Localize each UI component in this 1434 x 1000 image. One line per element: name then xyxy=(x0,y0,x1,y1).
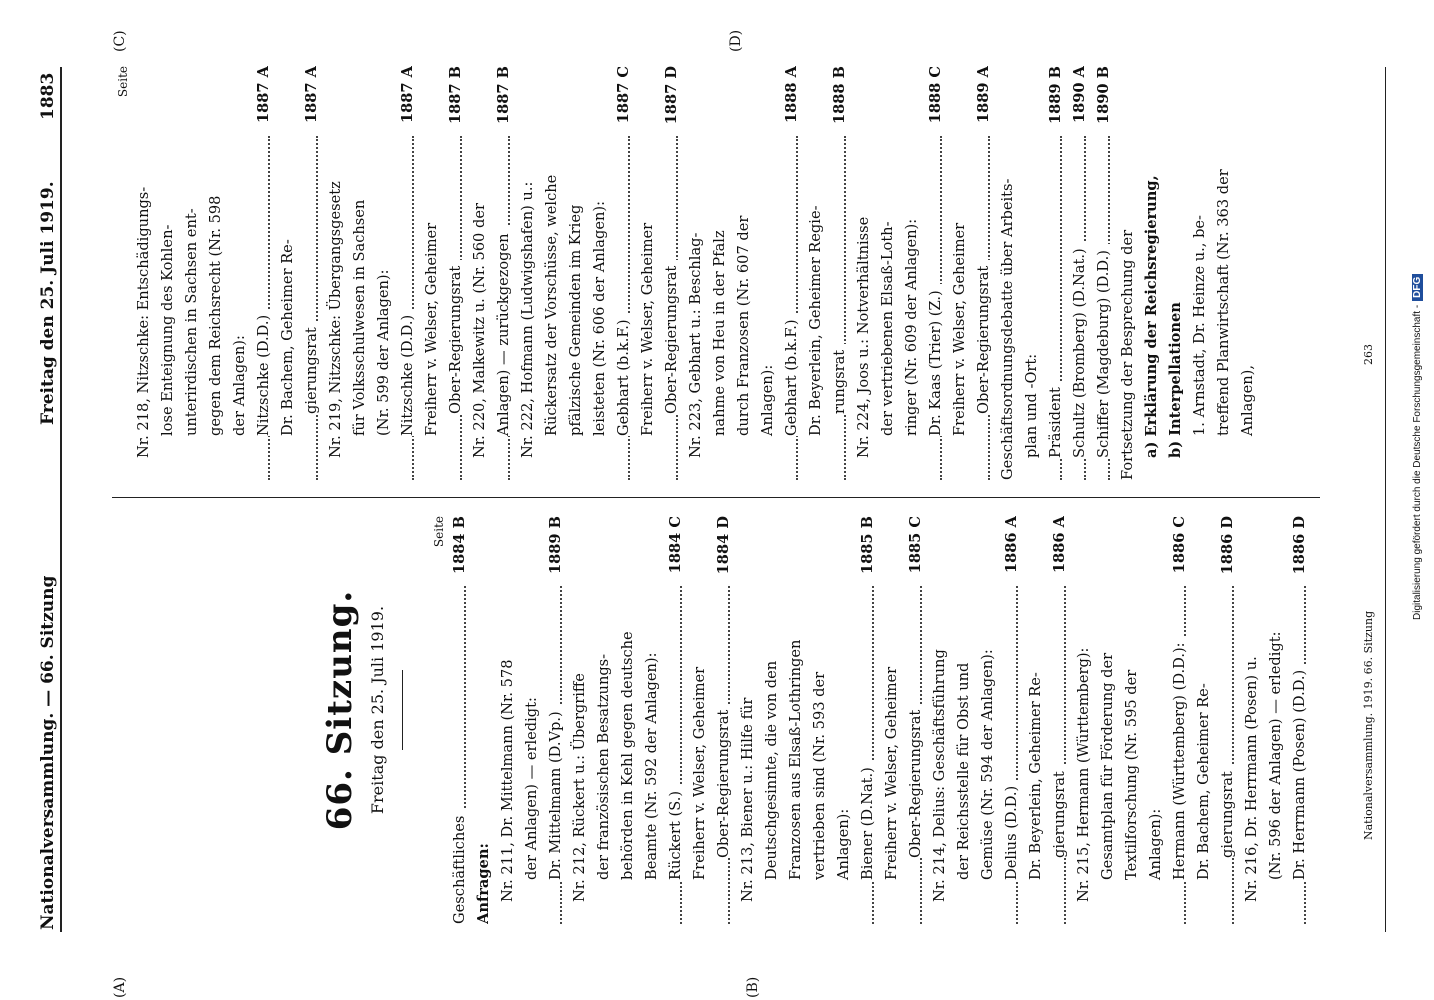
entry-text: lose Enteignung des Kohlen- xyxy=(159,224,176,436)
entry-text: gierungsrat xyxy=(1216,765,1240,858)
margin-letter-a: (A) xyxy=(112,976,128,998)
index-entry xyxy=(760,516,784,924)
index-entry xyxy=(204,66,228,480)
index-entry xyxy=(804,66,828,480)
index-entry xyxy=(736,516,760,924)
page-reference: 1888 A xyxy=(780,66,804,127)
dfg-notice xyxy=(1412,274,1423,620)
index-entry xyxy=(1212,66,1236,480)
index-entry xyxy=(496,516,520,924)
index-entry xyxy=(636,66,660,480)
index-entry xyxy=(688,516,712,924)
dot-leader xyxy=(844,136,846,480)
entry-text: Freiherr v. Welser, Geheimer xyxy=(423,222,440,436)
entry-text: für Volksschulwesen in Sachsen xyxy=(351,199,368,436)
index-entry xyxy=(1144,516,1168,924)
entry-text: Gesamtplan für Förderung der xyxy=(1099,652,1116,880)
page-reference: 1887 A xyxy=(396,66,420,127)
page-reference: 1884 D xyxy=(712,516,736,578)
entry-text: Präsident xyxy=(1044,381,1068,458)
index-entry xyxy=(180,66,204,480)
entry-text: Dr. Beyerlein, Geheimer Re- xyxy=(1027,672,1044,880)
index-entry xyxy=(156,66,180,480)
entry-text: Dr. Bachem, Geheimer Re- xyxy=(1195,683,1212,880)
footer-sheet-number: 263 xyxy=(1362,344,1375,365)
entry-text: der Anlagen): xyxy=(231,335,248,436)
entry-text: Textilforschung (Nr. 595 der xyxy=(1123,669,1140,880)
index-entry xyxy=(444,66,468,480)
footer-signature: Nationalversammlung. 1919. 66. Sitzung xyxy=(1362,610,1375,840)
entry-text: der Reichsstelle für Obst und xyxy=(955,662,972,880)
margin-letter-b: (B) xyxy=(745,976,761,998)
entry-text: Nitzschke (D.D.) xyxy=(252,309,276,436)
index-entry xyxy=(904,516,928,924)
index-entry xyxy=(972,66,996,480)
index-entry xyxy=(1192,516,1216,924)
index-entry xyxy=(132,66,156,480)
index-entry xyxy=(516,66,540,480)
index-entry xyxy=(684,66,708,480)
dot-leader xyxy=(1064,586,1066,924)
index-entry xyxy=(448,516,472,924)
index-entry xyxy=(732,66,756,480)
index-entry xyxy=(976,516,1000,924)
index-entry xyxy=(784,516,808,924)
entry-text: (Nr. 596 der Anlagen) — erledigt: xyxy=(1267,631,1284,880)
seite-label-text: Seite xyxy=(432,516,446,548)
index-entry xyxy=(828,66,852,480)
index-entry xyxy=(640,516,664,924)
page-reference: 1886 A xyxy=(1048,516,1072,577)
header-page-number: 1883 xyxy=(38,72,58,120)
entry-text: der französischen Besatzungs- xyxy=(595,653,612,880)
entry-text: 1. Arnstadt, Dr. Heinze u., be- xyxy=(1191,215,1208,436)
dfg-notice-text: Digitalisierung gefördert durch die Deutsche Forschungsgemeinschaft - xyxy=(1412,304,1423,620)
header-date: Freitag den 25. Juli 1919. xyxy=(38,181,58,425)
entry-text: a) Erklärung der Reichsregierung, xyxy=(1143,175,1160,458)
entry-text: Nitzschke (D.D.) xyxy=(396,309,420,436)
entry-text: plan und -Ort: xyxy=(1023,353,1040,458)
entry-text: Ober-Regierungsrat xyxy=(444,260,468,414)
entry-text: Franzosen aus Elsaß-Lothringen xyxy=(787,639,804,880)
index-entry xyxy=(520,516,544,924)
session-title: 66. Sitzung. xyxy=(320,589,360,831)
entry-text: Nr. 224, Joos u.: Notverhältnisse xyxy=(855,216,872,458)
entry-text: Nr. 213, Biener u.: Hilfe für xyxy=(739,697,756,902)
margin-letter-d: (D) xyxy=(728,29,744,52)
index-entry xyxy=(708,66,732,480)
page-reference: 1887 A xyxy=(252,66,276,127)
left-column xyxy=(428,516,1312,924)
entry-text: Gebhart (b.k.F.) xyxy=(612,313,636,436)
entry-text: Anlagen), xyxy=(1239,364,1256,436)
page-reference: 1890 B xyxy=(1092,66,1116,128)
index-entry xyxy=(832,516,856,924)
entry-text: Dr. Mittelmann (D.Vp.) xyxy=(544,705,568,880)
index-entry xyxy=(300,66,324,480)
index-entry xyxy=(876,66,900,480)
index-entry xyxy=(348,66,372,480)
page-reference: 1890 A xyxy=(1068,66,1092,127)
page-reference: 1888 B xyxy=(828,66,852,128)
entry-text: Anfragen: xyxy=(475,843,492,924)
entry-text: Nr. 218, Nitzschke: Entschädigungs- xyxy=(135,186,152,458)
index-entry xyxy=(1240,516,1264,924)
index-entry xyxy=(948,66,972,480)
right-column xyxy=(112,66,1260,480)
entry-text: Gebhart (b.k.F.) xyxy=(780,313,804,436)
entry-text: (Nr. 599 der Anlagen): xyxy=(375,269,392,436)
entry-text: Fortsetzung der Besprechung der xyxy=(1119,229,1136,480)
index-entry xyxy=(1216,516,1240,924)
entry-text: Nr. 222, Hofmann (Ludwigshafen) u.: xyxy=(519,181,536,458)
index-entry xyxy=(1288,516,1312,924)
index-entry xyxy=(612,66,636,480)
entry-text: b) Interpellationen xyxy=(1167,302,1184,458)
index-entry xyxy=(1188,66,1212,480)
header-left: Nationalversammlung. — 66. Sitzung xyxy=(38,575,58,930)
entry-text: Anlagen): xyxy=(1147,808,1164,880)
entry-text: Dr. Herrmann (Posen) (D.D.) xyxy=(1288,664,1312,880)
entry-text: Freiherr v. Welser, Geheimer xyxy=(883,666,900,880)
index-entry xyxy=(1000,516,1024,924)
index-entry xyxy=(924,66,948,480)
index-entry xyxy=(780,66,804,480)
index-entry xyxy=(1236,66,1260,480)
index-entry xyxy=(1164,66,1188,480)
footer-rule xyxy=(1385,67,1386,932)
index-entry xyxy=(324,66,348,480)
page-reference: 1889 B xyxy=(1044,66,1068,128)
page-reference: 1887 A xyxy=(300,66,324,127)
index-entry xyxy=(468,66,492,480)
index-entry xyxy=(1024,516,1048,924)
page-reference: 1887 B xyxy=(492,66,516,128)
entry-text: Ober-Regierungsrat xyxy=(972,260,996,414)
index-entry xyxy=(592,516,616,924)
entry-text: Delius (D.D.) xyxy=(1000,780,1024,880)
entry-text: Anlagen) — zurückgezogen xyxy=(492,227,516,436)
header-rule xyxy=(60,67,62,932)
entry-text: pfälzische Gemeinden im Krieg xyxy=(567,204,584,436)
index-entry xyxy=(1096,516,1120,924)
entry-text: behörden in Kehl gegen deutsche xyxy=(619,631,636,880)
index-entry xyxy=(228,66,252,480)
index-entry xyxy=(396,66,420,480)
index-entry xyxy=(856,516,880,924)
index-entry xyxy=(1116,66,1140,480)
index-entry xyxy=(1020,66,1044,480)
seite-label xyxy=(112,66,132,480)
dot-leader xyxy=(1232,586,1234,924)
page-reference: 1886 C xyxy=(1168,516,1192,577)
entry-text: Rückert (S.) xyxy=(664,785,688,880)
page-reference: 1885 B xyxy=(856,516,880,578)
entry-text: ringer (Nr. 609 der Anlagen): xyxy=(903,218,920,436)
index-entry xyxy=(712,516,736,924)
entry-text: treffend Planwirtschaft (Nr. 363 der xyxy=(1215,169,1232,436)
index-entry xyxy=(952,516,976,924)
index-entry xyxy=(540,66,564,480)
index-entry xyxy=(472,516,496,924)
entry-text: Nr. 215, Hermann (Württemberg): xyxy=(1075,647,1092,902)
index-entry xyxy=(880,516,904,924)
column-divider xyxy=(112,497,1320,498)
page-reference: 1884 B xyxy=(448,516,472,578)
entry-text: Nr. 216, Dr. Herrmann (Posen) u. xyxy=(1243,656,1260,902)
entry-text: Dr. Bachem, Geheimer Re- xyxy=(279,239,296,436)
entry-text: unterirdischen in Sachsen ent- xyxy=(183,208,200,436)
entry-text: Ober-Regierungsrat xyxy=(712,704,736,858)
entry-text: durch Franzosen (Nr. 607 der xyxy=(735,215,752,436)
index-entry xyxy=(1068,66,1092,480)
entry-text: Freiherr v. Welser, Geheimer xyxy=(691,666,708,880)
entry-text: Dr. Beyerlein, Geheimer Regie- xyxy=(807,205,824,436)
page-reference: 1889 B xyxy=(544,516,568,578)
entry-text: gegen dem Reichsrecht (Nr. 598 xyxy=(207,195,224,436)
right-entry-list xyxy=(112,66,1260,480)
page-reference: 1887 C xyxy=(612,66,636,127)
entry-text: Dr. Kaas (Trier) (Z.) xyxy=(924,284,948,436)
session-date: Freitag den 25. Juli 1919. xyxy=(368,605,387,815)
index-entry xyxy=(1140,66,1164,480)
left-entry-list xyxy=(428,516,1312,924)
entry-text: gierungsrat xyxy=(1048,765,1072,858)
index-entry xyxy=(808,516,832,924)
index-entry xyxy=(852,66,876,480)
index-entry xyxy=(568,516,592,924)
entry-text: Hermann (Württemberg) (D.D.): xyxy=(1168,636,1192,880)
index-entry xyxy=(372,66,396,480)
entry-text: rungsrat xyxy=(828,344,852,414)
entry-text: Ober-Regierungsrat xyxy=(660,260,684,414)
entry-text: Anlagen): xyxy=(759,364,776,436)
dfg-logo-icon: DFG xyxy=(1412,274,1423,301)
entry-text: Nr. 214, Delius: Geschäftsführung xyxy=(931,649,948,902)
index-entry xyxy=(900,66,924,480)
page-reference: 1886 A xyxy=(1000,516,1024,577)
page-reference: 1887 B xyxy=(444,66,468,128)
index-entry xyxy=(1072,516,1096,924)
index-entry xyxy=(564,66,588,480)
entry-text: Biener (D.Nat.) xyxy=(856,761,880,880)
index-entry xyxy=(1264,516,1288,924)
entry-text: Beamte (Nr. 592 der Anlagen): xyxy=(643,652,660,880)
margin-letter-c: (C) xyxy=(112,30,128,52)
entry-text: Geschäftsordnungsdebatte über Arbeits- xyxy=(999,178,1016,480)
seite-label xyxy=(428,516,448,924)
index-entry xyxy=(928,516,952,924)
index-entry xyxy=(1044,66,1068,480)
entry-text: gierungsrat xyxy=(300,321,324,414)
seite-label-text: Seite xyxy=(116,66,130,98)
index-entry xyxy=(756,66,780,480)
index-entry xyxy=(1092,66,1116,480)
entry-text: Anlagen): xyxy=(835,808,852,880)
entry-text: Freiherr v. Welser, Geheimer xyxy=(639,222,656,436)
index-entry xyxy=(1048,516,1072,924)
page-reference: 1885 C xyxy=(904,516,928,577)
index-entry xyxy=(1120,516,1144,924)
entry-text: leisteten (Nr. 606 der Anlagen): xyxy=(591,201,608,436)
page-reference: 1886 D xyxy=(1216,516,1240,578)
page-reference: 1888 C xyxy=(924,66,948,127)
page-reference: 1884 C xyxy=(664,516,688,577)
page-reference: 1889 A xyxy=(972,66,996,127)
index-entry xyxy=(1168,516,1192,924)
entry-text: nahme von Heu in der Pfalz xyxy=(711,230,728,436)
entry-text: Gemüse (Nr. 594 der Anlagen): xyxy=(979,649,996,880)
entry-text: Nr. 223, Gebhart u.: Beschlag- xyxy=(687,232,704,458)
entry-text: der Anlagen) — erledigt: xyxy=(523,697,540,880)
entry-text: Ober-Regierungsrat xyxy=(904,704,928,858)
page-reference: 1886 D xyxy=(1288,516,1312,578)
index-entry xyxy=(252,66,276,480)
index-entry xyxy=(616,516,640,924)
entry-text: Schultz (Bromberg) (D.Nat.) xyxy=(1068,242,1092,458)
entry-text: Nr. 220, Malkewitz u. (Nr. 560 der xyxy=(471,203,488,458)
entry-text: Nr. 212, Rückert u.: Übergriffe xyxy=(571,673,588,902)
entry-text: Geschäftliches xyxy=(448,810,472,924)
index-entry xyxy=(664,516,688,924)
index-entry xyxy=(996,66,1020,480)
index-entry xyxy=(544,516,568,924)
entry-text: Deutschgesinnte, die von den xyxy=(763,660,780,880)
entry-text: Freiherr v. Welser, Geheimer xyxy=(951,222,968,436)
title-rule xyxy=(402,670,403,750)
index-entry xyxy=(660,66,684,480)
entry-text: Nr. 219, Nitzschke: Übergangsgesetz xyxy=(327,181,344,458)
entry-text: vertrieben sind (Nr. 593 der xyxy=(811,671,828,880)
entry-text: Schiffer (Magdeburg) (D.D.) xyxy=(1092,244,1116,458)
entry-text: der vertriebenen Elsaß-Loth- xyxy=(879,221,896,436)
entry-text: Rückersatz der Vorschüsse, welche xyxy=(543,174,560,436)
dot-leader xyxy=(316,136,318,480)
entry-text: Nr. 211, Dr. Mittelmann (Nr. 578 xyxy=(499,659,516,902)
index-entry xyxy=(276,66,300,480)
page-reference: 1887 D xyxy=(660,66,684,128)
index-entry xyxy=(492,66,516,480)
index-entry xyxy=(588,66,612,480)
index-entry xyxy=(420,66,444,480)
